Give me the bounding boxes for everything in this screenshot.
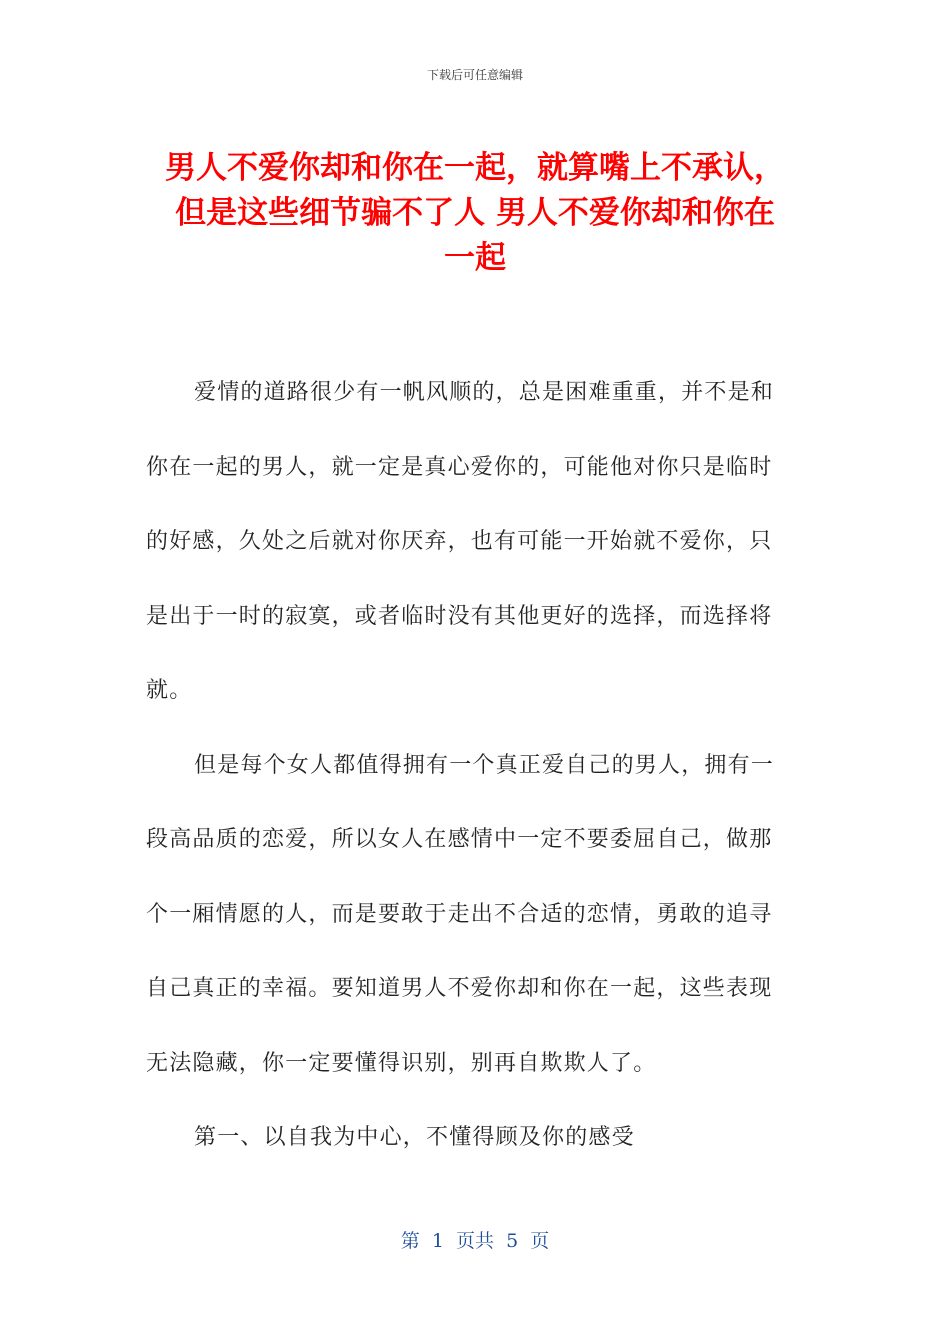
body-line-9: 自己真正的幸福。要知道男人不爱你却和你在一起，这些表现 [146, 976, 773, 1001]
body-line-6: 但是每个女人都值得拥有一个真正爱自己的男人，拥有一 [194, 752, 775, 778]
body-line-2: 你在一起的男人，就一定是真心爱你的，可能他对你只是临时 [146, 454, 773, 480]
body-line-7: 段高品质的恋爱，所以女人在感情中一定不要委屈自己，做那 [146, 827, 773, 852]
body-line-3: 的好感，久处之后就对你厌弃，也有可能一开始就不爱你，只 [146, 529, 773, 554]
document-title [145, 146, 805, 281]
body-line-8: 个一厢情愿的人，而是要敢于走出不合适的恋情，勇敢的追寻 [146, 901, 773, 927]
title-line-3: 一起 [444, 240, 506, 276]
section-heading-1: 第一、以自我为中心，不懂得顾及你的感受 [194, 1125, 635, 1150]
body-line-5: 就。 [146, 678, 193, 703]
title-line-1: 男人不爱你却和你在一起，就算嘴上不承认， [165, 150, 785, 186]
body-line-10: 无法隐藏，你一定要懂得识别，别再自欺欺人了。 [146, 1050, 657, 1076]
body-line-4: 是出于一时的寂寞，或者临时没有其他更好的选择，而选择将 [146, 603, 773, 629]
page-footer: 第 1 页共 5 页 [400, 1230, 550, 1252]
title-line-2: 但是这些细节骗不了人 男人不爱你却和你在 [175, 195, 775, 231]
body-line-1: 爱情的道路很少有一帆风顺的，总是困难重重，并不是和 [194, 380, 775, 405]
body-text [146, 370, 796, 1190]
header-note: 下载后可任意编辑 [426, 68, 523, 82]
